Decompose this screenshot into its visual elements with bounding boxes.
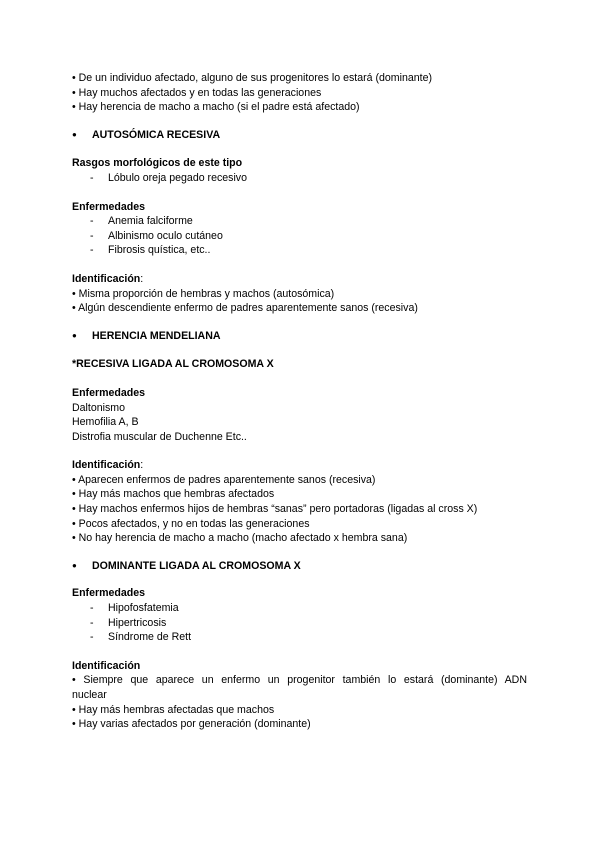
identificacion-title: Identificación: [72, 459, 144, 472]
list-item: Daltonismo [72, 401, 125, 414]
list-item: - Albinismo oculo cutáneo [90, 229, 223, 242]
list-item-text: Hipertricosis [108, 616, 167, 629]
enfermedades-title: Enfermedades [72, 587, 146, 600]
rasgos-title: Rasgos morfológicos de este tipo [72, 157, 243, 170]
list-item: • Hay muchos afectados y en todas las generaciones [72, 86, 322, 99]
list-item-text: Lóbulo oreja pegado recesivo [108, 171, 247, 184]
enfermedades-title: Enfermedades [72, 386, 146, 399]
section-heading-herencia-mendeliana: ● HERENCIA MENDELIANA [72, 329, 560, 344]
list-item: • No hay herencia de macho a macho (macho afectado x hembra sana) [72, 532, 408, 545]
list-item: - Síndrome de Rett [90, 631, 192, 644]
identificacion-title: Identificación: [72, 272, 144, 285]
list-item: - Hipertricosis [90, 616, 167, 629]
list-item: • Misma proporción de hembras y machos (autosómica) [72, 287, 335, 300]
list-item: • Hay machos enfermos hijos de hembras “sanas” pero portadoras (ligadas al cross X) [72, 503, 478, 516]
list-item: • Hay más hembras afectadas que machos [72, 703, 275, 716]
list-item: - Hipofosfatemia [90, 602, 179, 615]
list-item: - Anemia falciforme [90, 215, 193, 228]
list-item: • Pocos afectados, y no en todas las generaciones [72, 517, 310, 530]
list-item-text: Síndrome de Rett [108, 631, 192, 644]
enfermedades-title: Enfermedades [72, 200, 146, 213]
list-item: Distrofia muscular de Duchenne Etc.. [72, 430, 247, 443]
list-item: • Aparecen enfermos de padres aparentemente sanos (recesiva) [72, 473, 376, 486]
list-item: - Fibrosis quística, etc.. [90, 244, 211, 257]
list-item-text: Albinismo oculo cutáneo [108, 229, 223, 242]
list-item: - Lóbulo oreja pegado recesivo [90, 171, 247, 184]
list-item: • Hay más machos que hembras afectados [72, 488, 275, 501]
list-item: • Hay varias afectados por generación (dominante) [72, 718, 311, 731]
identificacion-title: Identificación [72, 659, 141, 672]
list-item: • Siempre que aparece un enfermo un progenitor también lo estará (dominante) ADN [72, 674, 527, 687]
list-item: • Hay herencia de macho a macho (si el padre está afectado) [72, 101, 360, 114]
list-item: • De un individuo afectado, alguno de sus progenitores lo estará (dominante) [72, 72, 433, 84]
intro-bullet-list [72, 71, 560, 115]
list-item: • Algún descendiente enfermo de padres aparentemente sanos (recesiva) [72, 302, 418, 315]
list-item-text: Anemia falciforme [108, 215, 193, 228]
sub-heading-recesiva-ligada-x: *RECESIVA LIGADA AL CROMOSOMA X [72, 358, 274, 371]
section-heading-autosomica-recesiva: ● AUTOSÓMICA RECESIVA [72, 128, 560, 143]
list-item-text: Hipofosfatemia [108, 602, 179, 615]
list-item: Hemofilia A, B [72, 416, 139, 429]
section-heading-dominante-ligada-x: ● DOMINANTE LIGADA AL CROMOSOMA X [72, 559, 560, 574]
list-item-text: Fibrosis quística, etc.. [108, 244, 211, 257]
list-item-continuation: nuclear [72, 689, 107, 701]
